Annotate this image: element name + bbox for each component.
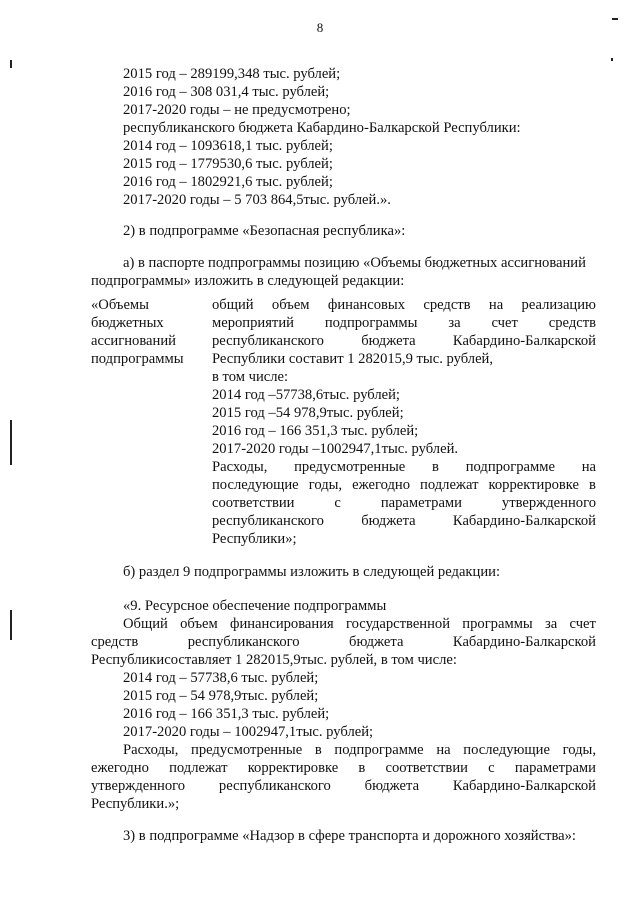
passport-text: [212, 332, 596, 350]
passport-label: ассигнований: [91, 333, 176, 349]
word: мероприятий: [212, 315, 294, 331]
word: средств: [91, 634, 139, 650]
word: объем: [271, 297, 310, 313]
passport-text: 2015 год –54 978,9тыс. рублей;: [212, 405, 404, 421]
passport-text: [212, 494, 596, 512]
section-9-year: 2016 год – 166 351,3 тыс. рублей;: [123, 706, 330, 722]
passport-label: подпрограммы: [91, 351, 184, 367]
budget-line: 2016 год – 1802921,6 тыс. рублей;: [123, 174, 333, 190]
section-9-text: [123, 741, 596, 759]
section-9-text: [91, 759, 596, 777]
word: реализацию: [521, 297, 596, 313]
passport-text: [212, 296, 596, 314]
word: в: [358, 760, 366, 776]
section-9-text: Республикисоставляет 1 282015,9тыс. рублей, в том числе:: [91, 652, 457, 668]
passport-text: [212, 476, 596, 494]
passport-text: [212, 512, 596, 530]
word: республиканского: [187, 634, 300, 650]
budget-line: республиканского бюджета Кабардино-Балкарской Республики:: [123, 120, 521, 136]
passport-text: в том числе:: [212, 369, 289, 385]
word: утвержденного: [91, 778, 186, 794]
word: общий: [212, 297, 254, 313]
item-b-heading: б) раздел 9 подпрограммы изложить в следующей редакции:: [123, 564, 500, 580]
word: в: [589, 477, 596, 493]
scan-mark: [10, 60, 12, 68]
word: программы: [462, 616, 533, 632]
word: за: [448, 315, 461, 331]
word: подпрограмме: [465, 459, 555, 475]
word: в: [314, 742, 322, 758]
scan-mark: [10, 420, 12, 465]
word: подлежат: [169, 760, 228, 776]
word: соответствии: [385, 760, 468, 776]
section-9-year: 2017-2020 годы – 1002947,1тыс. рублей;: [123, 724, 374, 740]
word: республиканского: [218, 778, 331, 794]
budget-line: 2016 год – 308 031,4 тыс. рублей;: [123, 84, 330, 100]
budget-line: 2015 год – 289199,348 тыс. рублей;: [123, 66, 341, 82]
section-9-text: [123, 615, 596, 633]
word: корректировке: [488, 477, 580, 493]
word: с: [334, 495, 341, 511]
word: ежегодно: [91, 760, 149, 776]
word: бюджета: [349, 634, 404, 650]
word: Кабардино-Балкарской: [452, 778, 596, 794]
budget-line: 2015 год – 1779530,6 тыс. рублей;: [123, 156, 333, 172]
word: годы,: [562, 742, 596, 758]
item-2-heading: 2) в подпрограмме «Безопасная республика»:: [123, 223, 406, 239]
word: утвержденного: [501, 495, 596, 511]
section-9-title: «9. Ресурсное обеспечение подпрограммы: [123, 598, 387, 614]
passport-text: [212, 458, 596, 476]
word: финансовых: [327, 297, 406, 313]
word: с: [488, 760, 495, 776]
passport-label: бюджетных: [91, 315, 164, 331]
passport-text: 2014 год –57738,6тыс. рублей;: [212, 387, 400, 403]
item-a-line: а) в паспорте подпрограммы позицию «Объемы бюджетных ассигнований: [123, 255, 586, 271]
passport-text: Республики»;: [212, 531, 297, 547]
word: Кабардино-Балкарской: [452, 333, 596, 349]
word: предусмотренные: [294, 459, 406, 475]
section-9-text: [91, 633, 596, 651]
item-a-line: подпрограммы» изложить в следующей редакции:: [91, 273, 405, 289]
passport-text: Республики составит 1 282015,9 тыс. рублей,: [212, 351, 494, 367]
word: счет: [491, 315, 518, 331]
item-3-heading: 3) в подпрограмме «Надзор в сфере транспорта и дорожного хозяйства»:: [123, 828, 576, 844]
word: на: [436, 742, 451, 758]
word: параметрами: [514, 760, 596, 776]
word: за: [545, 616, 558, 632]
word: бюджета: [361, 513, 416, 529]
word: Кабардино-Балкарской: [452, 634, 596, 650]
word: на: [488, 297, 504, 313]
word: подлежат: [420, 477, 479, 493]
word: последующие: [463, 742, 550, 758]
word: средств: [423, 297, 471, 313]
scan-mark: [10, 610, 12, 640]
word: подпрограмме: [334, 742, 424, 758]
section-9-year: 2015 год – 54 978,9тыс. рублей;: [123, 688, 319, 704]
section-9-year: 2014 год – 57738,6 тыс. рублей;: [123, 670, 319, 686]
budget-line: 2014 год – 1093618,1 тыс. рублей;: [123, 138, 333, 154]
word: предусмотренные: [191, 742, 303, 758]
word: объем: [180, 616, 218, 632]
word: ежегодно: [352, 477, 411, 493]
word: последующие: [212, 477, 299, 493]
word: Расходы,: [212, 459, 268, 475]
section-9-text: [91, 777, 596, 795]
section-9-text: Республики.»;: [91, 796, 180, 812]
passport-text: 2017-2020 годы –1002947,1тыс. рублей.: [212, 441, 459, 457]
word: Расходы,: [123, 742, 179, 758]
word: корректировке: [247, 760, 339, 776]
word: средств: [548, 315, 596, 331]
word: на: [581, 459, 596, 475]
word: Кабардино-Балкарской: [452, 513, 596, 529]
word: финансирования: [229, 616, 334, 632]
word: республиканского: [212, 513, 324, 529]
word: бюджета: [361, 333, 416, 349]
budget-line: 2017-2020 годы – 5 703 864,5тыс. рублей.».: [123, 192, 391, 208]
budget-line: 2017-2020 годы – не предусмотрено;: [123, 102, 351, 118]
page-number: 8: [316, 20, 324, 35]
word: государственной: [346, 616, 451, 632]
passport-label: «Объемы: [91, 297, 149, 313]
passport-text: [212, 314, 596, 332]
word: в: [432, 459, 439, 475]
word: бюджета: [364, 778, 420, 794]
word: подпрограммы: [324, 315, 418, 331]
scan-mark: [611, 58, 613, 61]
word: годы,: [308, 477, 343, 493]
word: счет: [569, 616, 596, 632]
word: республиканского: [212, 333, 324, 349]
scan-mark: [612, 18, 618, 20]
word: параметрами: [380, 495, 462, 511]
word: соответствии: [212, 495, 295, 511]
word: Общий: [123, 616, 168, 632]
passport-text: 2016 год – 166 351,3 тыс. рублей;: [212, 423, 419, 439]
